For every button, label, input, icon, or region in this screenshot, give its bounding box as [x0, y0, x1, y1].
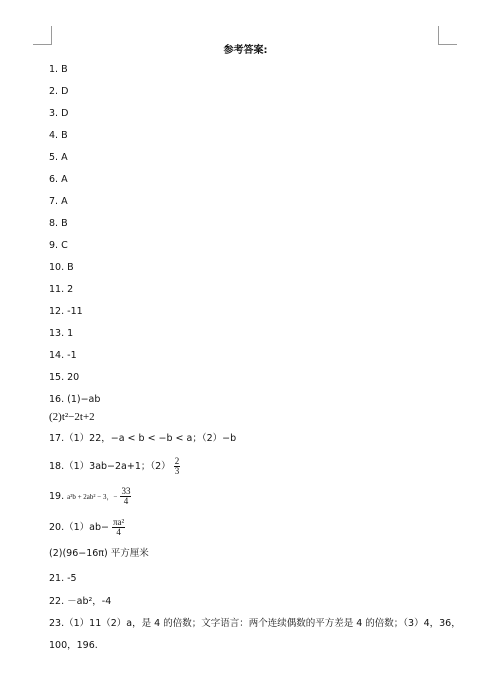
fraction: $\frac{2}{3}$	[174, 456, 180, 476]
answer-row	[49, 350, 77, 362]
answer-number: 16.	[49, 394, 65, 405]
answer-number: 13.	[49, 328, 65, 339]
answer-22: 22. －ab²，-4	[49, 596, 112, 607]
answer-number: 4.	[49, 130, 59, 141]
answer-20-part-2: (2)(96−16π) 平方厘米	[49, 548, 149, 559]
answer-row	[49, 64, 68, 76]
answer-20: 20.（1）ab− $\frac{\text{πa²}}{4}$	[49, 517, 125, 537]
answer-text: D	[61, 108, 69, 119]
answer-19: 19. a²b + 2ab² − 3，− $\frac{33}{4}$	[49, 486, 131, 506]
answer-number: 1.	[49, 64, 59, 75]
answer-text: 1	[67, 328, 74, 339]
answer-text: A	[61, 174, 68, 185]
answer-text: B	[67, 262, 74, 273]
answer-row	[49, 174, 68, 186]
answer-number: 6.	[49, 174, 59, 185]
fraction: $\frac{\text{πa²}}{4}$	[113, 517, 125, 537]
answer-23: 23.（1）11（2）a，是 4 的倍数；文字语言：两个连续偶数的平方差是 4 的倍数；（3）4，36，	[49, 618, 461, 629]
answer-number: 5.	[49, 152, 59, 163]
answer-number: 15.	[49, 372, 65, 383]
answer-row	[49, 86, 68, 98]
answer-text: B	[61, 64, 68, 75]
answer-row	[49, 152, 68, 164]
answer-row	[49, 108, 68, 120]
answer-row	[49, 372, 79, 384]
answer-text: -1	[67, 350, 77, 361]
answer-number: 10.	[49, 262, 65, 273]
answer-row	[49, 196, 68, 208]
page-title: 参考答案:	[223, 45, 268, 56]
answer-text: C	[61, 240, 68, 251]
answer-number: 12.	[49, 306, 65, 317]
answer-text: A	[61, 152, 68, 163]
answer-text: B	[61, 130, 68, 141]
answer-row	[49, 130, 68, 142]
answer-17: 17.（1）22，−a < b < −b < a；（2）−b	[49, 433, 237, 444]
answer-18: 18.（1）3ab−2a+1；（2） $\frac{2}{3}$	[49, 456, 180, 476]
answer-16-part-2: (2)t²−2t+2	[49, 411, 95, 423]
answer-text: 20	[67, 372, 80, 383]
answer-row	[49, 328, 73, 340]
answer-number: 9.	[49, 240, 59, 251]
fraction: $\frac{33}{4}$	[121, 486, 131, 506]
answer-number: 14.	[49, 350, 65, 361]
answer-text: A	[61, 196, 68, 207]
answer-row	[49, 262, 74, 274]
answer-row	[49, 394, 100, 406]
answer-text: 2	[67, 284, 74, 295]
answer-text: D	[61, 86, 69, 97]
answer-text: (1)−ab	[67, 394, 101, 405]
answer-number: 11.	[49, 284, 65, 295]
answer-text: -11	[67, 306, 83, 317]
answer-number: 7.	[49, 196, 59, 207]
answer-text: B	[61, 218, 68, 229]
answer-row	[49, 284, 73, 296]
answer-number: 2.	[49, 86, 59, 97]
answer-21: 21. -5	[49, 573, 77, 584]
answer-number: 3.	[49, 108, 59, 119]
answer-row	[49, 218, 68, 230]
answer-23-cont: 100，196.	[49, 640, 98, 651]
answer-row	[49, 306, 83, 318]
answer-number: 8.	[49, 218, 59, 229]
answer-row	[49, 240, 68, 252]
